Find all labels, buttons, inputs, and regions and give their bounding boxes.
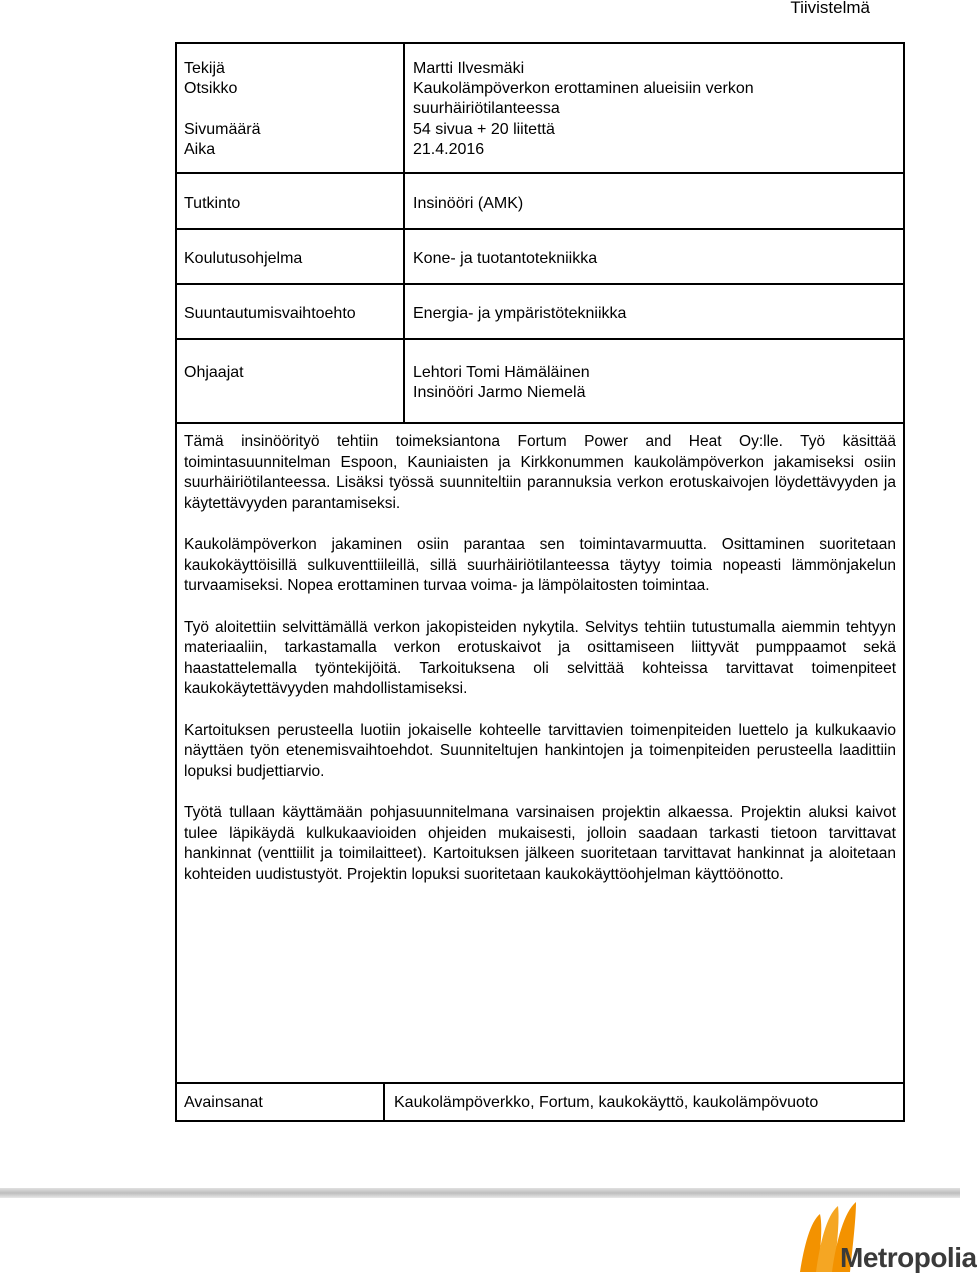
pages-label: Sivumäärä bbox=[184, 121, 261, 138]
info-table bbox=[175, 42, 905, 424]
programme-value: Kone- ja tuotantotekniikka bbox=[413, 250, 598, 267]
programme-label: Koulutusohjelma bbox=[184, 250, 303, 267]
author-value: Martti Ilvesmäki bbox=[413, 60, 525, 77]
info-row-programme bbox=[177, 228, 903, 285]
date-label: Aika bbox=[184, 141, 216, 158]
supervisors-label: Ohjaajat bbox=[184, 364, 244, 381]
abstract-paragraph-2: Kaukolämpöverkon jakaminen osiin parantaa sen toimintavarmuutta. Osittaminen suoritetaan kaukokäyttöisillä sulkuventtiileillä, sillä suurhäiriötilanteessa täytyy toimia nopeasti lämmönjakelun turvaamiseksi. Nopea erottaminen turvaa voima- ja lämpölaitosten toimintaa. bbox=[184, 536, 896, 594]
supervisor-2: Insinööri Jarmo Niemelä bbox=[413, 384, 586, 401]
degree-label: Tutkinto bbox=[184, 195, 241, 212]
keywords-label: Avainsanat bbox=[184, 1094, 263, 1111]
abstract-paragraph-1: Tämä insinöörityö tehtiin toimeksiantona Fortum Power and Heat Oy:lle. Työ käsittää toimintasuunnitelman Espoon, Kauniaisten ja Kirkkonummen kaukolämpöverkon jakamiseksi osiin suurhäiriötilanteessa. Lisäksi työssä suunniteltiin parannuksia verkon erotuskaivojen löydettävyyden ja käytettävyyden parantamiseksi. bbox=[184, 433, 896, 512]
info-row-thesis bbox=[177, 44, 903, 172]
author-label: Tekijä bbox=[184, 60, 225, 77]
keywords-divider bbox=[383, 1084, 385, 1120]
abstract-paragraph-4: Kartoituksen perusteella luotiin jokaiselle kohteelle tarvittavien toimenpiteiden luettelo ja kulkukaavio näyttäen työn etenemisvaihtoehdot. Suunniteltujen hankintojen ja toimenpiteiden perusteella laadittiin lopuksi budjettiarvio. bbox=[184, 721, 896, 780]
abstract-box bbox=[175, 422, 905, 1084]
date-value: 21.4.2016 bbox=[413, 141, 485, 158]
abstract-paragraph-3: Työ aloitettiin selvittämällä verkon jakopisteiden nykytila. Selvitys tehtiin tutustumalla aiemmin tehtyyn materiaaliin, tarkastamalla verkon erotuskaivot ja osittamiseen liittyvät pumppaamot sekä haastattelemalla työntekijöitä. Tarkoituksena oli selvittää kohteissa tarvittavat toimenpiteet kaukokäytettävyyden mahdollistamiseksi. bbox=[184, 618, 896, 697]
title-label: Otsikko bbox=[184, 80, 238, 97]
degree-value: Insinööri (AMK) bbox=[413, 195, 524, 212]
page-header-title: Tiivistelmä bbox=[790, 0, 870, 17]
keywords-table bbox=[175, 1082, 905, 1122]
title-value-line2: suurhäiriötilanteessa bbox=[413, 100, 560, 117]
pages-value: 54 sivua + 20 liitettä bbox=[413, 121, 555, 138]
abstract-body bbox=[184, 432, 896, 906]
specialisation-label: Suuntautumisvaihtoehto bbox=[184, 305, 356, 322]
keywords-value: Kaukolämpöverkko, Fortum, kaukokäyttö, kaukolämpövuoto bbox=[394, 1094, 819, 1111]
metropolia-logo bbox=[790, 1192, 977, 1276]
title-value-line1: Kaukolämpöverkon erottaminen alueisiin verkon bbox=[413, 80, 754, 97]
specialisation-value: Energia- ja ympäristötekniikka bbox=[413, 305, 627, 322]
abstract-paragraph-5: Työtä tullaan käyttämään pohjasuunnitelmana varsinaisen projektin alkaessa. Projektin aluksi kaivot tulee läpikäydä kulkukaavioiden ohjeiden mukaisesti, jolloin saadaan tarkasti tietoon tarvittavat hankinnat (venttiilit ja toimilaitteet). Kartoituksen jälkeen suoritetaan tarvittavat hankinnat ja aloitetaan kohteiden uudistustyöt. Projektin lopuksi suoritetaan kaukokäyttöohjelman käyttöönotto. bbox=[184, 804, 896, 883]
info-row-degree bbox=[177, 172, 903, 230]
info-row-specialisation bbox=[177, 283, 903, 340]
supervisor-1: Lehtori Tomi Hämäläinen bbox=[413, 364, 590, 381]
metropolia-logo-text: Metropolia bbox=[840, 1242, 977, 1273]
info-row-supervisors bbox=[177, 338, 903, 424]
